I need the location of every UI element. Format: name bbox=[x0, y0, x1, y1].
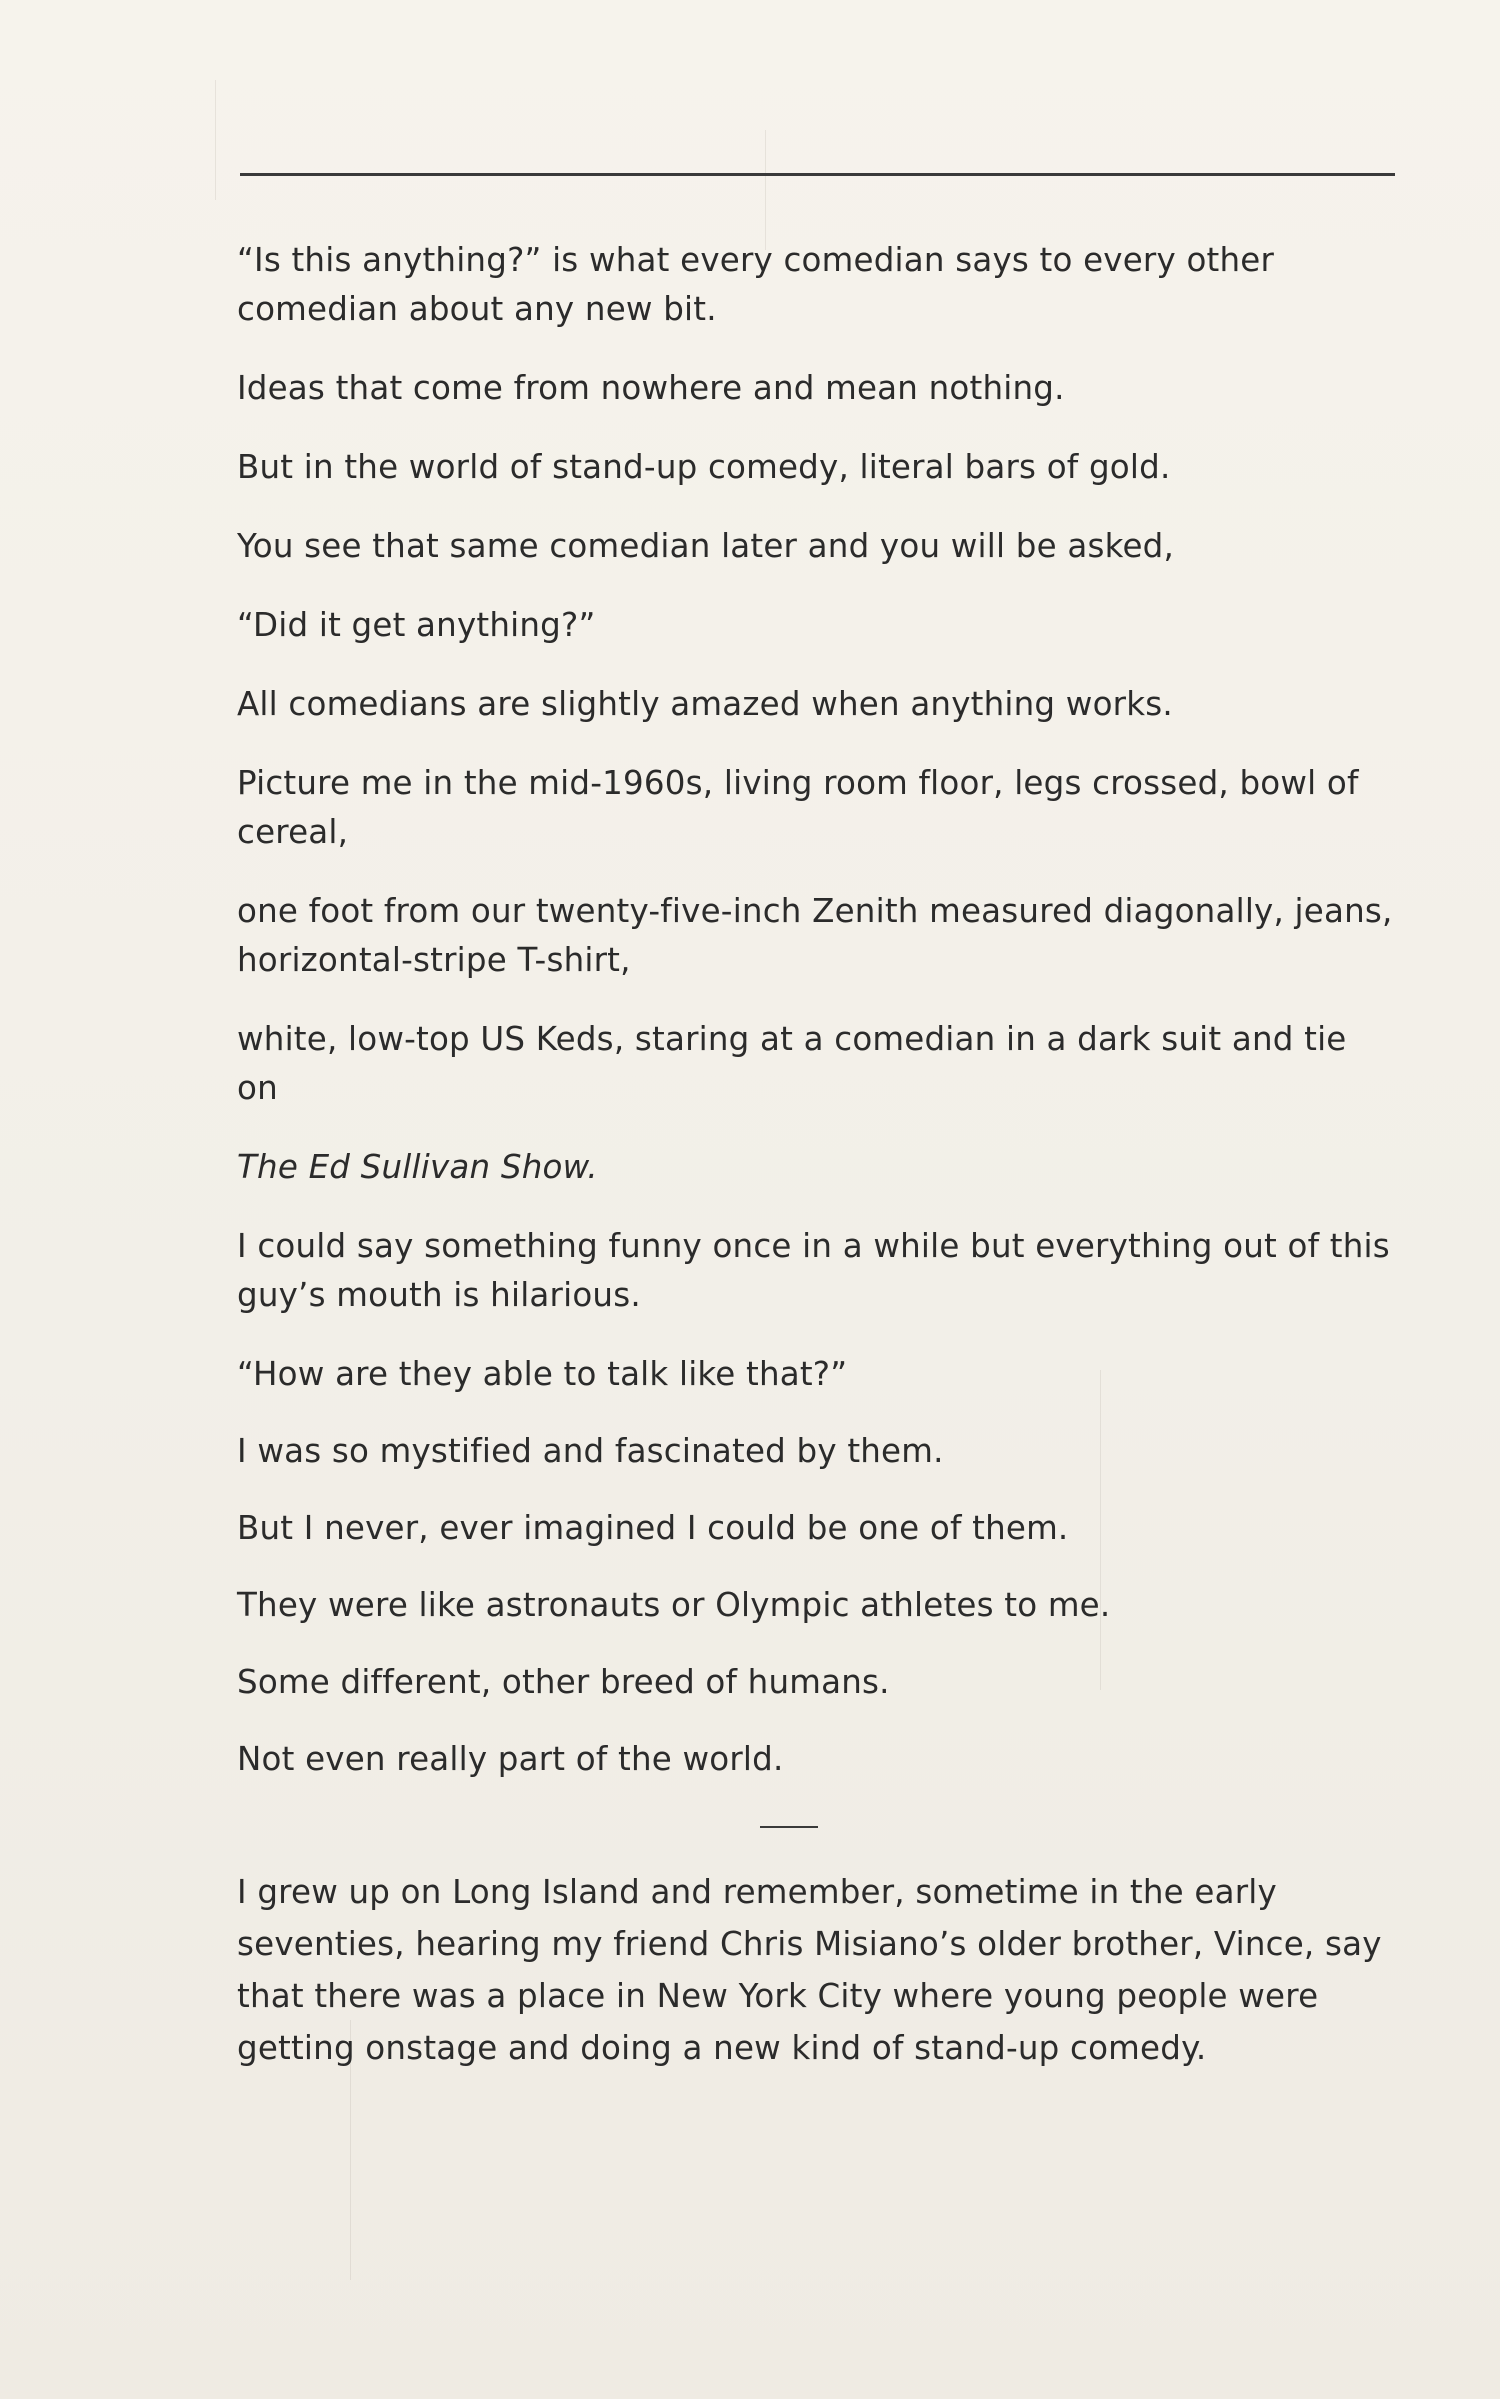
paragraph: one foot from our twenty-five-inch Zenith measured diagonally, jeans, horizontal-stripe T-shirt, bbox=[237, 892, 1393, 979]
paragraph: I could say something funny once in a while but everything out of this guy’s mouth is hilarious. bbox=[237, 1227, 1390, 1314]
paragraph: Picture me in the mid-1960s, living room floor, legs crossed, bowl of cereal, bbox=[237, 764, 1359, 851]
paragraph: “Is this anything?” is what every comedian says to every other comedian about any new bit. bbox=[237, 241, 1275, 328]
scan-artifact bbox=[215, 80, 216, 200]
paragraph: Some different, other breed of humans. bbox=[237, 1663, 890, 1701]
paragraph: Not even really part of the world. bbox=[237, 1740, 784, 1778]
paragraph: I grew up on Long Island and remember, sometime in the early seventies, hearing my friend Chris Misiano’s older brother, Vince, say that there was a place in New York City where young people were getting onstage and doing a new kind of stand-up comedy. bbox=[237, 1873, 1382, 2067]
paragraph: But in the world of stand-up comedy, literal bars of gold. bbox=[237, 448, 1171, 486]
body-text bbox=[237, 236, 1397, 2074]
paragraph: “Did it get anything?” bbox=[237, 606, 596, 644]
paragraph: They were like astronauts or Olympic athletes to me. bbox=[237, 1586, 1111, 1624]
paragraph: white, low-top US Keds, staring at a comedian in a dark suit and tie on bbox=[237, 1020, 1347, 1107]
paragraph: “How are they able to talk like that?” bbox=[237, 1355, 848, 1393]
show-title: The Ed Sullivan Show. bbox=[237, 1148, 598, 1186]
top-rule bbox=[240, 173, 1395, 176]
paragraph bbox=[237, 1143, 1397, 1192]
paragraph: I was so mystified and fascinated by them. bbox=[237, 1432, 944, 1470]
section-break bbox=[760, 1826, 818, 1828]
paragraph: You see that same comedian later and you will be asked, bbox=[237, 527, 1174, 565]
paragraph: Ideas that come from nowhere and mean nothing. bbox=[237, 369, 1065, 407]
paragraph: But I never, ever imagined I could be one of them. bbox=[237, 1509, 1069, 1547]
scan-artifact bbox=[765, 130, 766, 250]
final-section bbox=[237, 1866, 1397, 2074]
paragraph: All comedians are slightly amazed when anything works. bbox=[237, 685, 1173, 723]
